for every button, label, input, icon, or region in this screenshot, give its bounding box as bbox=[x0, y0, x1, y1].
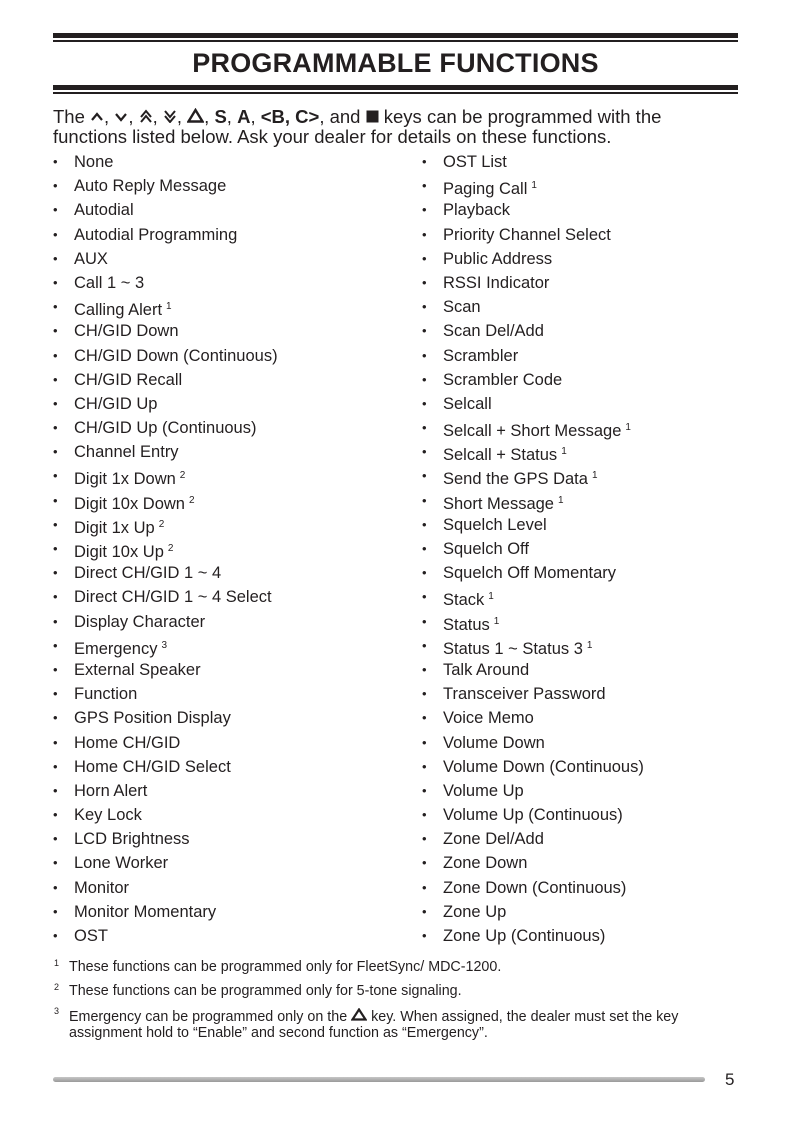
bullet: • bbox=[422, 782, 427, 798]
function-name: Monitor Momentary bbox=[74, 902, 217, 921]
function-name: Voice Memo bbox=[443, 709, 534, 728]
footnote-ref: 1 bbox=[586, 639, 593, 651]
function-name: Send the GPS Data bbox=[443, 470, 588, 489]
bullet: • bbox=[422, 516, 427, 532]
function-name: CH/GID Down (Continuous) bbox=[74, 346, 278, 365]
bullet: • bbox=[422, 903, 427, 919]
key-separator: , bbox=[204, 106, 215, 127]
function-name: AUX bbox=[74, 249, 108, 268]
function-label bbox=[74, 851, 168, 875]
bullet: • bbox=[53, 371, 58, 387]
footnote-3 bbox=[53, 1008, 733, 1041]
footnote-2 bbox=[53, 984, 733, 1000]
intro-paragraph bbox=[53, 107, 743, 147]
bullet: • bbox=[422, 468, 427, 484]
bullet: • bbox=[53, 565, 58, 581]
function-name: None bbox=[74, 153, 114, 171]
bullet: • bbox=[422, 686, 427, 702]
function-name: Zone Up (Continuous) bbox=[443, 927, 606, 945]
bullet: • bbox=[422, 928, 427, 943]
intro-prefix: The bbox=[53, 106, 91, 127]
bullet: • bbox=[422, 661, 427, 677]
function-name: Selcall bbox=[443, 394, 492, 413]
function-name: LCD Brightness bbox=[74, 830, 190, 849]
footnote-3-line-1 bbox=[69, 1008, 733, 1026]
page-title: PROGRAMMABLE FUNCTIONS bbox=[192, 48, 599, 78]
bullet: • bbox=[53, 516, 58, 532]
footnote-text: key. When assigned, the dealer must set the key bbox=[367, 1009, 679, 1026]
function-label bbox=[443, 223, 611, 247]
function-name: Digit 10x Up bbox=[74, 543, 164, 561]
function-label bbox=[443, 271, 549, 295]
function-label bbox=[74, 658, 201, 682]
bullet: • bbox=[53, 347, 58, 363]
function-label bbox=[74, 706, 231, 730]
function-name: Home CH/GID Select bbox=[74, 757, 231, 776]
function-name: OST List bbox=[443, 153, 507, 171]
bullet: • bbox=[422, 420, 427, 436]
key-bc-label: <B, C> bbox=[260, 106, 320, 127]
function-label bbox=[443, 198, 510, 222]
function-label bbox=[443, 731, 545, 755]
bullet: • bbox=[53, 202, 58, 218]
bullet: • bbox=[53, 178, 58, 194]
function-label bbox=[443, 755, 644, 779]
function-name: Key Lock bbox=[74, 806, 142, 825]
function-label bbox=[443, 585, 494, 612]
bullet: • bbox=[422, 758, 427, 774]
function-label bbox=[74, 876, 129, 900]
function-name: Zone Del/Add bbox=[443, 830, 544, 849]
top-rule-thick bbox=[53, 33, 738, 38]
function-label bbox=[74, 368, 182, 392]
bullet: • bbox=[422, 565, 427, 581]
function-label bbox=[443, 392, 492, 416]
function-label bbox=[74, 344, 278, 368]
function-name: RSSI Indicator bbox=[443, 273, 550, 292]
function-label bbox=[74, 585, 272, 609]
function-name: Status 1 ~ Status 3 bbox=[443, 639, 583, 658]
bullet: • bbox=[53, 758, 58, 774]
caret-down-icon bbox=[114, 109, 128, 123]
function-label bbox=[74, 827, 190, 851]
function-label bbox=[443, 610, 499, 637]
bullet: • bbox=[53, 782, 58, 798]
function-label bbox=[74, 779, 147, 803]
bullet: • bbox=[53, 154, 58, 169]
intro-line-2: functions listed below. Ask your dealer for details on these functions. bbox=[53, 126, 612, 147]
bullet: • bbox=[53, 541, 58, 556]
bullet: • bbox=[422, 202, 427, 218]
function-name: Volume Up (Continuous) bbox=[443, 806, 623, 825]
function-label bbox=[443, 319, 544, 343]
function-name: Selcall + Status bbox=[443, 446, 558, 465]
function-name: Autodial bbox=[74, 201, 134, 220]
function-name: Squelch Level bbox=[443, 515, 547, 534]
footnote-ref: 1 bbox=[488, 591, 494, 603]
bullet: • bbox=[422, 347, 427, 363]
bullet: • bbox=[53, 323, 58, 339]
bullet: • bbox=[422, 154, 427, 169]
function-name: OST bbox=[74, 927, 108, 945]
bullet: • bbox=[53, 637, 58, 653]
footnote-text: These functions can be programmed only for FleetSync/ MDC-1200. bbox=[69, 959, 502, 975]
and-text: , and bbox=[319, 106, 366, 127]
bullet: • bbox=[53, 420, 58, 436]
footnote-text: These functions can be programmed only for 5-tone signaling. bbox=[69, 983, 462, 1000]
intro-line-1 bbox=[53, 107, 743, 127]
function-label bbox=[443, 706, 534, 730]
footnote-ref: 1 bbox=[166, 301, 172, 313]
function-name: Scan bbox=[443, 298, 481, 317]
function-label bbox=[443, 368, 562, 392]
function-label bbox=[443, 561, 616, 585]
bullet: • bbox=[422, 831, 427, 847]
bullet: • bbox=[422, 323, 427, 339]
function-label bbox=[443, 682, 606, 706]
key-separator: , bbox=[104, 106, 115, 127]
function-name: Scrambler bbox=[443, 346, 519, 365]
bullet: • bbox=[422, 274, 427, 290]
function-name: Zone Up bbox=[443, 902, 507, 921]
function-label bbox=[443, 344, 518, 368]
bullet: • bbox=[422, 371, 427, 387]
bullet: • bbox=[422, 541, 427, 556]
function-label bbox=[443, 464, 598, 491]
top-rule-thin bbox=[53, 40, 738, 42]
bullet: • bbox=[53, 879, 58, 895]
function-name: Scan Del/Add bbox=[443, 322, 544, 341]
function-name: Volume Down bbox=[443, 733, 545, 752]
bullet: • bbox=[53, 855, 58, 871]
bullet: • bbox=[422, 734, 427, 750]
bullet: • bbox=[422, 855, 427, 871]
function-label bbox=[74, 610, 205, 634]
function-name: Stack bbox=[443, 591, 485, 610]
intro-suffix: keys can be programmed with the bbox=[378, 106, 662, 127]
bullet: • bbox=[422, 637, 427, 653]
function-label bbox=[443, 876, 626, 900]
footnote-1 bbox=[53, 960, 733, 976]
bullet: • bbox=[422, 879, 427, 895]
footnote-number: 1 bbox=[54, 958, 60, 968]
function-name: Monitor bbox=[74, 878, 130, 897]
bullet: • bbox=[53, 299, 58, 315]
key-separator: , bbox=[176, 106, 188, 127]
bullet: • bbox=[53, 903, 58, 919]
function-name: Direct CH/GID 1 ~ 4 Select bbox=[74, 588, 272, 607]
bullet: • bbox=[422, 444, 427, 460]
bullet: • bbox=[422, 710, 427, 726]
function-name: Paging Call bbox=[443, 180, 528, 199]
bullet: • bbox=[53, 589, 58, 605]
function-name: External Speaker bbox=[74, 660, 201, 679]
footnote-ref: 1 bbox=[531, 180, 537, 192]
footnotes bbox=[53, 960, 733, 1050]
function-label bbox=[74, 295, 172, 322]
bullet: • bbox=[422, 226, 427, 242]
function-name: Squelch Off bbox=[443, 540, 529, 558]
bullet: • bbox=[422, 395, 427, 411]
function-name: Calling Alert bbox=[74, 301, 163, 320]
function-name: Volume Up bbox=[443, 781, 524, 800]
function-label bbox=[74, 682, 137, 706]
function-name: Emergency bbox=[74, 639, 158, 658]
triangle-key-icon bbox=[351, 1008, 367, 1021]
triangle-key-icon bbox=[187, 108, 204, 123]
footer-bar bbox=[53, 1077, 705, 1082]
function-name: Selcall + Short Message bbox=[443, 422, 622, 441]
function-label bbox=[443, 924, 605, 948]
function-name: Status bbox=[443, 615, 490, 634]
bullet: • bbox=[422, 613, 427, 629]
function-label bbox=[74, 464, 185, 491]
function-name: Zone Down bbox=[443, 854, 528, 873]
footnote-ref: 1 bbox=[557, 494, 564, 506]
bullet: • bbox=[53, 613, 58, 629]
function-label bbox=[74, 440, 179, 464]
function-name: Playback bbox=[443, 201, 510, 220]
function-label bbox=[443, 851, 527, 875]
function-label bbox=[443, 440, 567, 467]
bullet: • bbox=[53, 492, 58, 508]
caret-up-icon bbox=[90, 109, 104, 123]
function-name: Short Message bbox=[443, 494, 554, 513]
bullet: • bbox=[422, 299, 427, 315]
key-a-label: A bbox=[237, 106, 251, 127]
bullet: • bbox=[53, 734, 58, 750]
function-label bbox=[74, 198, 134, 222]
page-number: 5 bbox=[725, 1070, 735, 1089]
function-label bbox=[74, 900, 216, 924]
double-caret-down-icon bbox=[163, 109, 177, 123]
function-label bbox=[443, 295, 481, 319]
bullet: • bbox=[53, 928, 58, 943]
function-name: Call 1 ~ 3 bbox=[74, 273, 145, 292]
function-label bbox=[74, 271, 144, 295]
bullet: • bbox=[422, 589, 427, 605]
footnote-ref: 1 bbox=[591, 470, 598, 482]
function-label bbox=[74, 803, 142, 827]
function-name: Display Character bbox=[74, 612, 206, 631]
function-label bbox=[443, 174, 537, 201]
function-label bbox=[74, 561, 221, 585]
function-label bbox=[443, 779, 524, 803]
double-caret-up-icon bbox=[139, 109, 153, 123]
bullet: • bbox=[53, 710, 58, 726]
key-separator: , bbox=[128, 106, 139, 127]
function-label bbox=[443, 150, 507, 174]
function-name: Lone Worker bbox=[74, 854, 169, 873]
function-label bbox=[443, 513, 547, 537]
bullet: • bbox=[422, 492, 427, 508]
function-label bbox=[74, 924, 108, 948]
bullet: • bbox=[53, 686, 58, 702]
key-separator: , bbox=[152, 106, 163, 127]
function-name: Priority Channel Select bbox=[443, 225, 611, 244]
function-name: Auto Reply Message bbox=[74, 177, 227, 196]
function-name: Digit 1x Down bbox=[74, 470, 176, 489]
footnote-ref: 1 bbox=[625, 422, 631, 434]
key-separator: , bbox=[250, 106, 261, 127]
function-name: Autodial Programming bbox=[74, 225, 238, 244]
function-label bbox=[74, 150, 113, 174]
footnote-number: 3 bbox=[54, 1006, 60, 1017]
footnote-ref: 1 bbox=[493, 615, 500, 627]
title-rule-thick bbox=[53, 85, 738, 90]
function-label bbox=[74, 392, 157, 416]
function-label bbox=[443, 827, 544, 851]
function-name: Direct CH/GID 1 ~ 4 bbox=[74, 564, 222, 583]
function-name: CH/GID Up bbox=[74, 394, 158, 413]
bullet: • bbox=[53, 661, 58, 677]
function-name: Squelch Off Momentary bbox=[443, 564, 617, 583]
function-label bbox=[74, 416, 256, 440]
function-label bbox=[74, 223, 237, 247]
function-name: Transceiver Password bbox=[443, 685, 606, 704]
footnote-number: 2 bbox=[54, 982, 60, 993]
footnote-ref: 2 bbox=[158, 518, 165, 530]
function-name: Public Address bbox=[443, 249, 553, 268]
function-label bbox=[74, 731, 180, 755]
function-name: Channel Entry bbox=[74, 443, 179, 462]
footnote-text: Emergency can be programmed only on the bbox=[69, 1009, 352, 1026]
bullet: • bbox=[53, 807, 58, 823]
footnote-ref: 3 bbox=[161, 639, 168, 651]
function-label bbox=[74, 247, 108, 271]
footnote-ref: 2 bbox=[167, 543, 174, 554]
function-name: Function bbox=[74, 685, 138, 704]
function-name: Talk Around bbox=[443, 660, 530, 679]
function-label bbox=[74, 634, 167, 661]
key-separator: , bbox=[226, 106, 238, 127]
function-label bbox=[443, 634, 592, 661]
function-name: Zone Down (Continuous) bbox=[443, 878, 627, 897]
function-label bbox=[443, 416, 631, 443]
bullet: • bbox=[53, 274, 58, 290]
function-name: Scrambler Code bbox=[443, 370, 563, 389]
footnote-3-line-2: assignment hold to “Enable” and second function as “Emergency”. bbox=[69, 1024, 488, 1041]
footnote-ref: 1 bbox=[561, 446, 567, 458]
function-name: CH/GID Down bbox=[74, 322, 179, 341]
function-name: Digit 1x Up bbox=[74, 518, 155, 537]
function-label bbox=[74, 513, 164, 540]
function-name: Volume Down (Continuous) bbox=[443, 757, 644, 776]
function-label bbox=[74, 489, 195, 516]
function-name: Home CH/GID bbox=[74, 733, 181, 752]
bullet: • bbox=[422, 250, 427, 266]
square-key-icon bbox=[366, 110, 379, 123]
function-label bbox=[74, 755, 231, 779]
bullet: • bbox=[53, 444, 58, 460]
function-name: Digit 10x Down bbox=[74, 494, 185, 513]
footnote-ref: 2 bbox=[188, 494, 195, 506]
function-label bbox=[443, 537, 529, 561]
function-label bbox=[74, 537, 173, 564]
bullet: • bbox=[53, 831, 58, 847]
function-name: CH/GID Recall bbox=[74, 370, 183, 389]
title-rule-thin bbox=[53, 92, 738, 94]
function-label bbox=[74, 174, 226, 198]
function-label bbox=[443, 247, 552, 271]
function-name: GPS Position Display bbox=[74, 709, 231, 728]
bullet: • bbox=[53, 226, 58, 242]
bullet: • bbox=[422, 178, 427, 194]
bullet: • bbox=[53, 395, 58, 411]
key-s-label: S bbox=[214, 106, 227, 127]
function-label bbox=[443, 803, 623, 827]
function-label bbox=[443, 658, 529, 682]
function-label bbox=[74, 319, 179, 343]
bullet: • bbox=[53, 250, 58, 266]
function-name: Horn Alert bbox=[74, 781, 148, 800]
function-name: CH/GID Up (Continuous) bbox=[74, 419, 257, 438]
bullet: • bbox=[422, 807, 427, 823]
bullet: • bbox=[53, 468, 58, 484]
footnote-ref: 2 bbox=[179, 470, 186, 482]
function-label bbox=[443, 489, 564, 516]
function-label bbox=[443, 900, 506, 924]
